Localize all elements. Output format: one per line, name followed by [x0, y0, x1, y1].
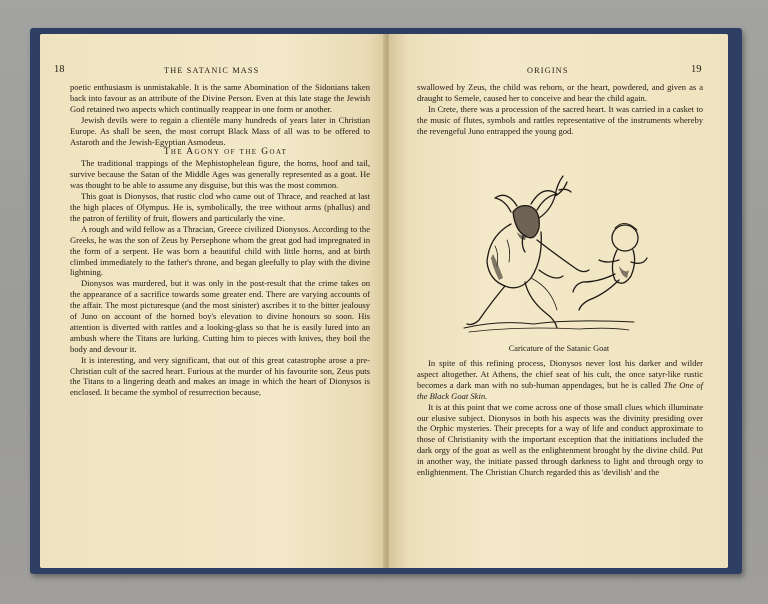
paragraph-refining-italic: The One of the Black Goat Skin.	[417, 379, 703, 401]
paragraph-clues: It is at this point that we come across one of those small clues which illuminate our elusive subject. Dionysos in both his aspects was the divinity presiding over the Orphic mysteries. Their precepts for a way of life and conduct approximate to those of Christianity with the important exception that the initiations included the dark orgy of the goat as well as the enlightenment brought by the divine child. Put in another way, the initiate passed through darkness to light and through orgy to enlightenment. The Christian Church regarded this as 'devilish' and the	[417, 401, 703, 478]
right-page	[389, 34, 728, 568]
left-page	[40, 34, 385, 568]
paragraph-refining-text: In spite of this refining process, Dionysos never lost his darker and wilder aspect altogether. At Athens, the chief seat of his cult, the once satyr-like rustic becomes a dark man with no sub-human appendages, but he is called	[417, 358, 703, 390]
paragraph-interesting: It is interesting, and very significant, that out of this great catastrophe arose a pre-Christian cult of the sacred heart. Furious at the murder of his favourite son, Zeus puts the Titans to a lingering death and makes an image in which the heart of Dionysos is enclosed. It became the symbol of resurrection because,	[70, 354, 370, 398]
paragraph-jewish-devils: Jewish devils were to regain a clientèle many hundreds of years later in Christian Europe. As shall be seen, the most corrupt Black Mass of all was to be offered to Astaroth and the Jewish-Egyptian Asmodeus.	[70, 114, 370, 147]
goat-engraving-icon	[459, 170, 659, 346]
paragraph-continued: poetic enthusiasm is unmistakable. It is the same Abomination of the Sidonians taken back into favour as an attribute of the Divine Person. Even at this late stage the Jewish God retained two aspects which continually reappear in one form or another.	[70, 82, 370, 114]
page-number-right: 19	[691, 64, 702, 75]
paragraph-trappings: The traditional trappings of the Mephistophelean figure, the horns, hoof and tail, survive because the Satan of the Middle Ages was generally represented as a goat. He was thought to be able to assume any disguise, but this was the most common.	[70, 158, 370, 191]
paragraph-murdered: Dionysos was murdered, but it was only in the post-result that the crime takes on the appearance of a sacrifice towards some greater end. There are varying accounts of the affair. The most picturesque (and the most sinister) ascribes it to the bitter jealousy of Juno on account of the horned boy's elevation to divine honours so soon. His attention is diverted with rattles and a looking-glass so that he is easily lured into an ambush where the Titans are lurking. Cutting him to pieces with knives, they boil the body and devour it.	[70, 278, 370, 354]
left-page-text	[70, 82, 370, 398]
paragraph-crete: In Crete, there was a procession of the sacred heart. It was carried in a casket to the music of flutes, symbols and rattles representative of the instruments whereby the revengeful Juno entrapped the young god.	[417, 103, 703, 136]
running-head-right: ORIGINS	[527, 66, 569, 75]
page-number-left: 18	[54, 64, 65, 75]
section-heading: The Agony of the Goat	[163, 147, 288, 158]
paragraph-dionysos: This goat is Dionysos, that rustic clod who came out of Thrace, and reached at last the high places of Olympus. He is, symbolically, the tree without arms (phallus) and the patron of fertility of fruit, flowers and particularly the vine.	[70, 191, 370, 223]
figure-caption: Caricature of the Satanic Goat	[508, 344, 610, 353]
running-head-left: THE SATANIC MASS	[164, 66, 260, 75]
right-page-text-top	[417, 82, 703, 137]
paragraph-swallowed: swallowed by Zeus, the child was reborn, or the heart, powdered, and given as a draught to Semele, caused her to conceive and bear the child again.	[417, 82, 703, 103]
paragraph-thracian: A rough and wild fellow as a Thracian, Greece civilized Dionysos. According to the Greeks, he was the son of Zeus by Persephone whom the great god had impregnated in the form of a serpent. He was born a beautiful child with little horns, and at birth climbed immediately to the father's throne, and began gleefully to play with the divine lightning.	[70, 223, 370, 278]
goat-illustration	[459, 170, 659, 346]
right-page-text-bottom	[417, 358, 703, 478]
paragraph-refining	[417, 358, 703, 402]
